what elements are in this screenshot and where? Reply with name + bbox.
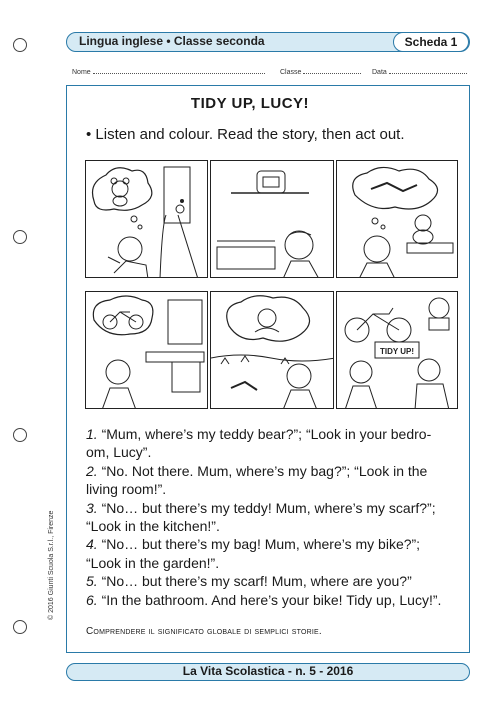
panel-4-drawing [86, 292, 208, 409]
story-panel-6 [336, 291, 458, 409]
story-line-text: om, Lucy”. [86, 444, 152, 461]
story-line [86, 480, 470, 498]
footer-bar: La Vita Scolastica - n. 5 - 2016 [66, 663, 470, 681]
story-line-text: “No… but there’s my teddy! Mum, where’s my scarf?”; [97, 499, 436, 516]
subject-label: Lingua inglese • Classe seconda [79, 34, 265, 48]
learning-objective: Comprendere il significato globale di semplici storie. [86, 626, 322, 637]
panel-1-drawing [86, 161, 208, 278]
tidy-up-sign-text: TIDY UP! [379, 347, 415, 356]
story-line-number: 1. [86, 426, 98, 442]
date-dotted-line [389, 67, 467, 74]
story-line-text: “No… but there’s my bag! Mum, where’s my bike?”; [97, 536, 421, 553]
class-field [280, 67, 361, 76]
story-panel-5 [210, 291, 334, 409]
panel-5-drawing [211, 292, 334, 409]
date-field [372, 67, 467, 76]
date-label: Data [372, 69, 387, 76]
story-line-text: “Mum, where’s my teddy bear?”; “Look in your bedro- [97, 426, 432, 442]
story-panel-2 [210, 160, 334, 278]
story-line-number: 5. [86, 573, 98, 590]
header-bar [66, 32, 470, 52]
panel-6-drawing [337, 292, 458, 409]
story-line [86, 462, 470, 480]
panel-3-drawing [337, 161, 458, 278]
story-line [86, 591, 470, 609]
story-line-number: 2. [86, 462, 98, 479]
instruction-text: • Listen and colour. Read the story, then act out. [86, 126, 405, 143]
name-label: Nome [72, 69, 91, 76]
story-line-text: “Look in the garden!”. [86, 554, 220, 571]
name-dotted-line [93, 67, 265, 74]
binder-hole-3 [13, 428, 27, 442]
story-line-text: “No… but there’s my scarf! Mum, where are you?” [97, 573, 412, 590]
story-panel-4 [85, 291, 208, 409]
name-field [72, 67, 265, 76]
story-line [86, 572, 470, 590]
story-panel-3 [336, 160, 458, 278]
story-line-text: “No. Not there. Mum, where’s my bag?”; “Look in the [97, 462, 428, 479]
story-line-number: 3. [86, 499, 98, 516]
story-line [86, 554, 470, 572]
binder-hole-1 [13, 38, 27, 52]
story-line [86, 535, 470, 553]
story-line [86, 517, 470, 535]
story-line-text: “Look in the kitchen!”. [86, 518, 220, 535]
story-line-text: “In the bathroom. And here’s your bike! Tidy up, Lucy!”. [97, 591, 442, 608]
class-dotted-line [303, 67, 361, 74]
story-line [86, 499, 470, 517]
story-line-text: living room!”. [86, 481, 167, 498]
story-line [86, 443, 470, 461]
binder-hole-4 [13, 620, 27, 634]
story-line-number: 4. [86, 536, 98, 553]
panel-2-drawing [211, 161, 334, 278]
story-line [86, 425, 470, 443]
binder-hole-2 [13, 230, 27, 244]
story-line-number: 6. [86, 591, 98, 608]
story-panel-1 [85, 160, 208, 278]
worksheet-title: TIDY UP, LUCY! [190, 95, 310, 112]
story-text [86, 425, 470, 609]
copyright-notice: © 2016 Giunti Scuola S.r.l., Firenze [48, 510, 55, 620]
class-label: Classe [280, 69, 302, 76]
sheet-label: Scheda 1 [393, 32, 469, 52]
